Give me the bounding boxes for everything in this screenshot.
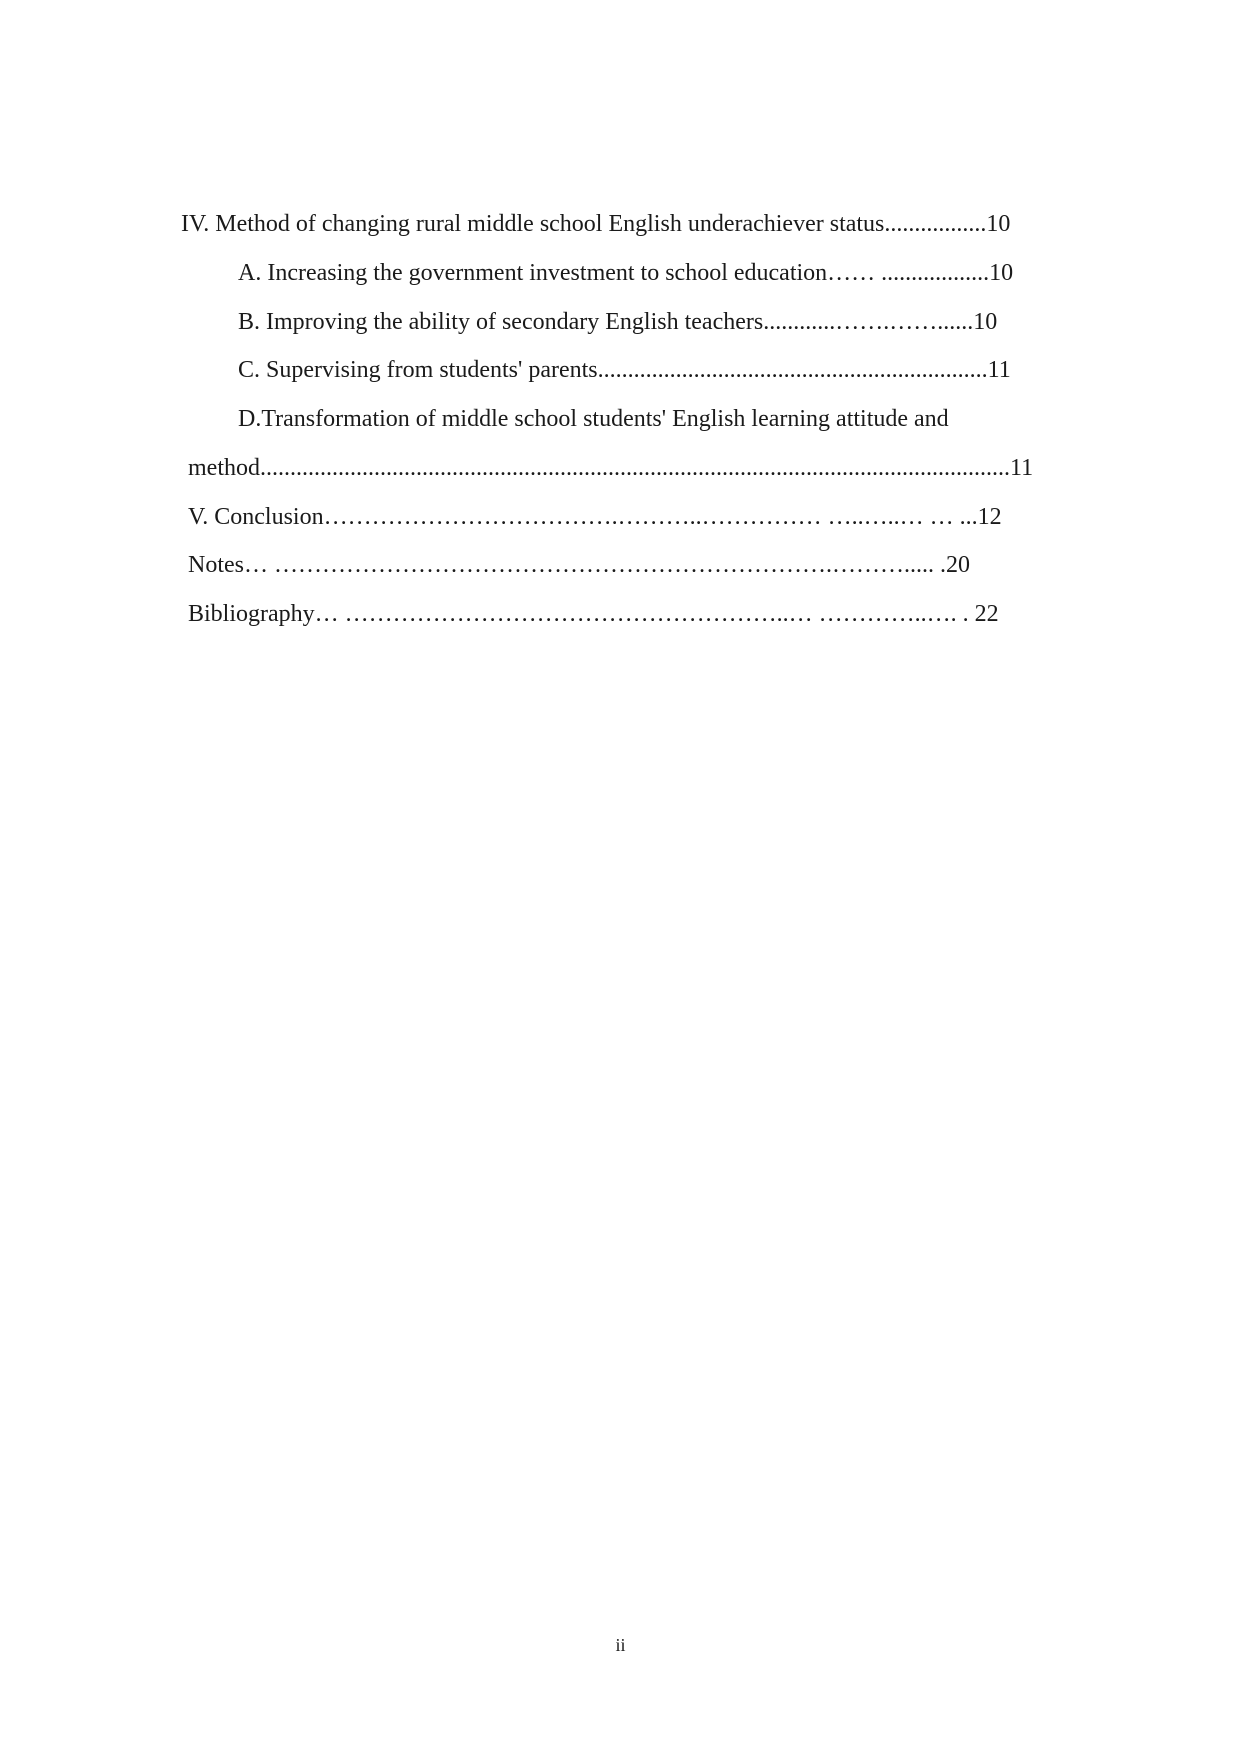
toc-entry-transformation-attitude: D.Transformation of middle school students' English learning attitude and xyxy=(238,406,949,432)
toc-entry-transformation-method-continued: method.............................................................................................................................11 xyxy=(188,455,1034,481)
toc-entry-conclusion: V. Conclusion……………………………….………..…………… …..…..… … ...12 xyxy=(188,504,1002,530)
toc-entry-bibliography: Bibliography… ………………………………………………..… …………..…. . 22 xyxy=(188,601,999,627)
toc-entry-method-of-changing-status: IV. Method of changing rural middle school English underachiever status.................10 xyxy=(181,211,1011,237)
toc-entry-supervising-parents: C. Supervising from students' parents.................................................................11 xyxy=(238,357,1011,383)
toc-entry-improving-teachers: B. Improving the ability of secondary English teachers............…….……......10 xyxy=(238,309,998,335)
page-number: ii xyxy=(615,1635,626,1655)
toc-entry-notes: Notes… …………………………………………………………….………..... .20 xyxy=(188,552,970,578)
toc-entry-government-investment: A. Increasing the government investment to school education…… ..................10 xyxy=(238,260,1014,286)
